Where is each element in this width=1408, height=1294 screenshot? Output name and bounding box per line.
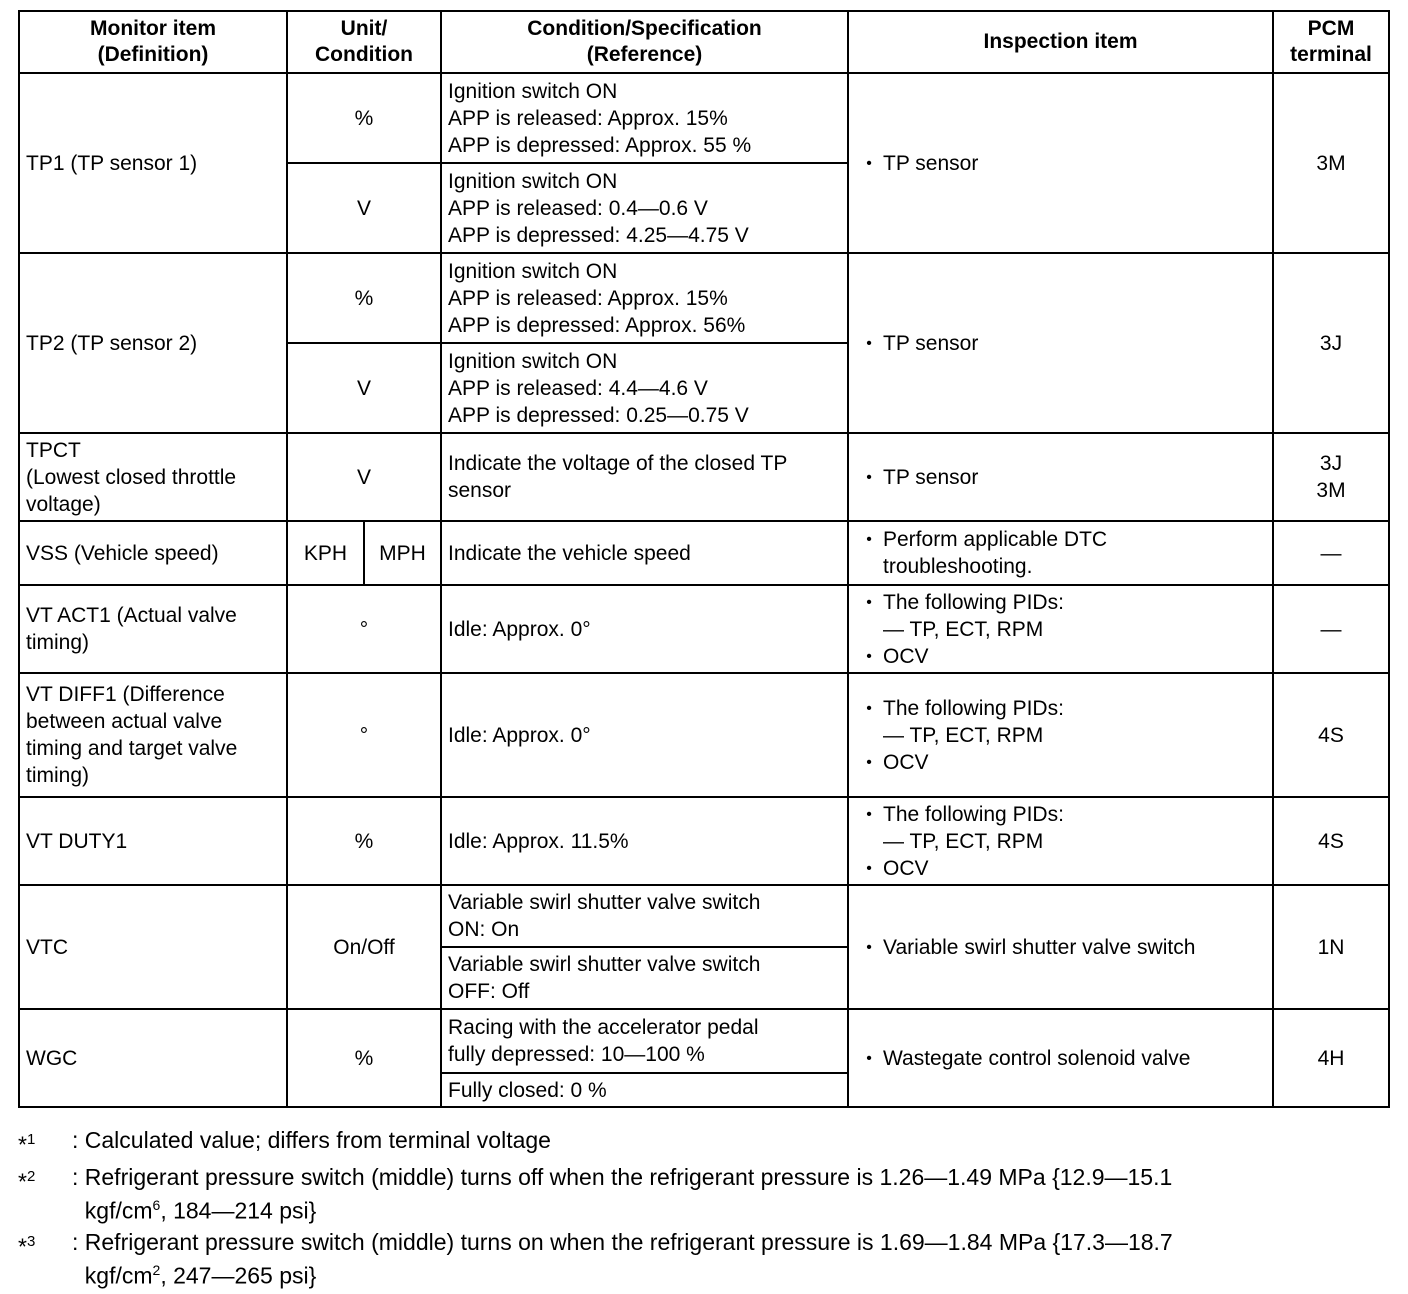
header-row: [19, 11, 1389, 73]
inspection-tp1: • TP sensor: [848, 73, 1273, 253]
condition-wgc-closed: Fully closed: 0 %: [441, 1073, 848, 1107]
condition-tpct: Indicate the voltage of the closed TP sensor: [441, 433, 848, 521]
inspection-vtdiff1: • The following PIDs: — TP, ECT, RPM • OCV: [848, 673, 1273, 797]
unit-vss-mph: MPH: [364, 521, 441, 585]
terminal-tpct: 3J 3M: [1273, 433, 1389, 521]
table-row: [19, 885, 1389, 947]
condition-tp2-percent: Ignition switch ON APP is released: Approx. 15% APP is depressed: Approx. 56%: [441, 253, 848, 343]
inspection-wgc: • Wastegate control solenoid valve: [848, 1009, 1273, 1107]
bullet-icon: •: [866, 859, 872, 877]
terminal-tp2: 3J: [1273, 253, 1389, 433]
unit-tp1-volt: V: [287, 163, 441, 253]
condition-vtc-on: Variable swirl shutter valve switch ON: On: [441, 885, 848, 947]
header-monitor-item: Monitor item (Definition): [19, 11, 287, 73]
unit-tp2-volt: V: [287, 343, 441, 433]
unit-vss-kph: KPH: [287, 521, 364, 585]
header-unit-condition: Unit/ Condition: [287, 11, 441, 73]
header-inspection-item: Inspection item: [848, 11, 1273, 73]
table-row: [19, 253, 1389, 343]
table-row: [19, 585, 1389, 673]
condition-tp1-percent: Ignition switch ON APP is released: Approx. 15% APP is depressed: Approx. 55 %: [441, 73, 848, 163]
table-row: [19, 673, 1389, 797]
unit-vtdiff1: °: [287, 673, 441, 797]
inspection-vtduty1: • The following PIDs: — TP, ECT, RPM • OCV: [848, 797, 1273, 885]
bullet-icon: •: [866, 334, 872, 352]
monitor-item-vtact1: VT ACT1 (Actual valve timing): [19, 585, 287, 673]
bullet-icon: •: [866, 753, 872, 771]
monitor-spec-table: [18, 10, 1390, 1108]
monitor-item-tp1: TP1 (TP sensor 1): [19, 73, 287, 253]
inspection-vss: • Perform applicable DTC troubleshooting.: [848, 521, 1273, 585]
condition-vtduty1: Idle: Approx. 11.5%: [441, 797, 848, 885]
bullet-icon: •: [866, 1049, 872, 1067]
header-pcm-terminal: PCM terminal: [1273, 11, 1389, 73]
unit-tpct: V: [287, 433, 441, 521]
table-row: [19, 433, 1389, 521]
unit-vtduty1: %: [287, 797, 441, 885]
terminal-tp1: 3M: [1273, 73, 1389, 253]
unit-tp1-percent: %: [287, 73, 441, 163]
condition-wgc-racing: Racing with the accelerator pedal fully depressed: 10—100 %: [441, 1009, 848, 1073]
footnote-1: *$^1$ : Calculated value; differs from terminal voltage: [18, 1127, 551, 1158]
footnote-3: *$^3$ : Refrigerant pressure switch (middle) turns on when the refrigerant pressure is 1.69—1.84 MPa {17.3—18.7 kgf/$cm^2$, 247—265 psi}: [18, 1229, 1173, 1289]
table-row: [19, 1009, 1389, 1073]
monitor-item-vtc: VTC: [19, 885, 287, 1009]
unit-wgc: %: [287, 1009, 441, 1107]
table-row: [19, 797, 1389, 885]
monitor-item-vtdiff1: VT DIFF1 (Difference between actual valve timing and target valve timing): [19, 673, 287, 797]
unit-vtact1: °: [287, 585, 441, 673]
terminal-vtduty1: 4S: [1273, 797, 1389, 885]
bullet-icon: •: [866, 938, 872, 956]
table-row: [19, 521, 1389, 585]
header-condition-specification: Condition/Specification (Reference): [441, 11, 848, 73]
terminal-vss: —: [1273, 521, 1389, 585]
monitor-item-vtduty1: VT DUTY1: [19, 797, 287, 885]
terminal-vtdiff1: 4S: [1273, 673, 1389, 797]
bullet-icon: •: [866, 805, 872, 823]
inspection-vtc: • Variable swirl shutter valve switch: [848, 885, 1273, 1009]
monitor-item-wgc: WGC: [19, 1009, 287, 1107]
bullet-icon: •: [866, 468, 872, 486]
inspection-tp2: • TP sensor: [848, 253, 1273, 433]
terminal-vtact1: —: [1273, 585, 1389, 673]
bullet-icon: •: [866, 647, 872, 665]
inspection-tpct: • TP sensor: [848, 433, 1273, 521]
unit-vtc: On/Off: [287, 885, 441, 1009]
bullet-icon: •: [866, 154, 872, 172]
bullet-icon: •: [866, 593, 872, 611]
footnote-2: *$^2$ : Refrigerant pressure switch (middle) turns off when the refrigerant pressure is 1.26—1.49 MPa {12.9—15.1 kgf/$cm^6$, 184—214 psi}: [18, 1163, 1173, 1224]
unit-tp2-percent: %: [287, 253, 441, 343]
condition-tp1-volt: Ignition switch ON APP is released: 0.4—0.6 V APP is depressed: 4.25—4.75 V: [441, 163, 848, 253]
monitor-item-tpct: TPCT (Lowest closed throttle voltage): [19, 433, 287, 521]
condition-tp2-volt: Ignition switch ON APP is released: 4.4—4.6 V APP is depressed: 0.25—0.75 V: [441, 343, 848, 433]
monitor-item-vss: VSS (Vehicle speed): [19, 521, 287, 585]
condition-vtact1: Idle: Approx. 0°: [441, 585, 848, 673]
condition-vtc-off: Variable swirl shutter valve switch OFF: Off: [441, 947, 848, 1009]
footnotes: [18, 1126, 1388, 1294]
condition-vss: Indicate the vehicle speed: [441, 521, 848, 585]
monitor-item-tp2: TP2 (TP sensor 2): [19, 253, 287, 433]
inspection-vtact1: • The following PIDs: — TP, ECT, RPM • OCV: [848, 585, 1273, 673]
condition-vtdiff1: Idle: Approx. 0°: [441, 673, 848, 797]
terminal-vtc: 1N: [1273, 885, 1389, 1009]
table-row: [19, 73, 1389, 163]
bullet-icon: •: [866, 699, 872, 717]
terminal-wgc: 4H: [1273, 1009, 1389, 1107]
bullet-icon: •: [866, 531, 872, 548]
